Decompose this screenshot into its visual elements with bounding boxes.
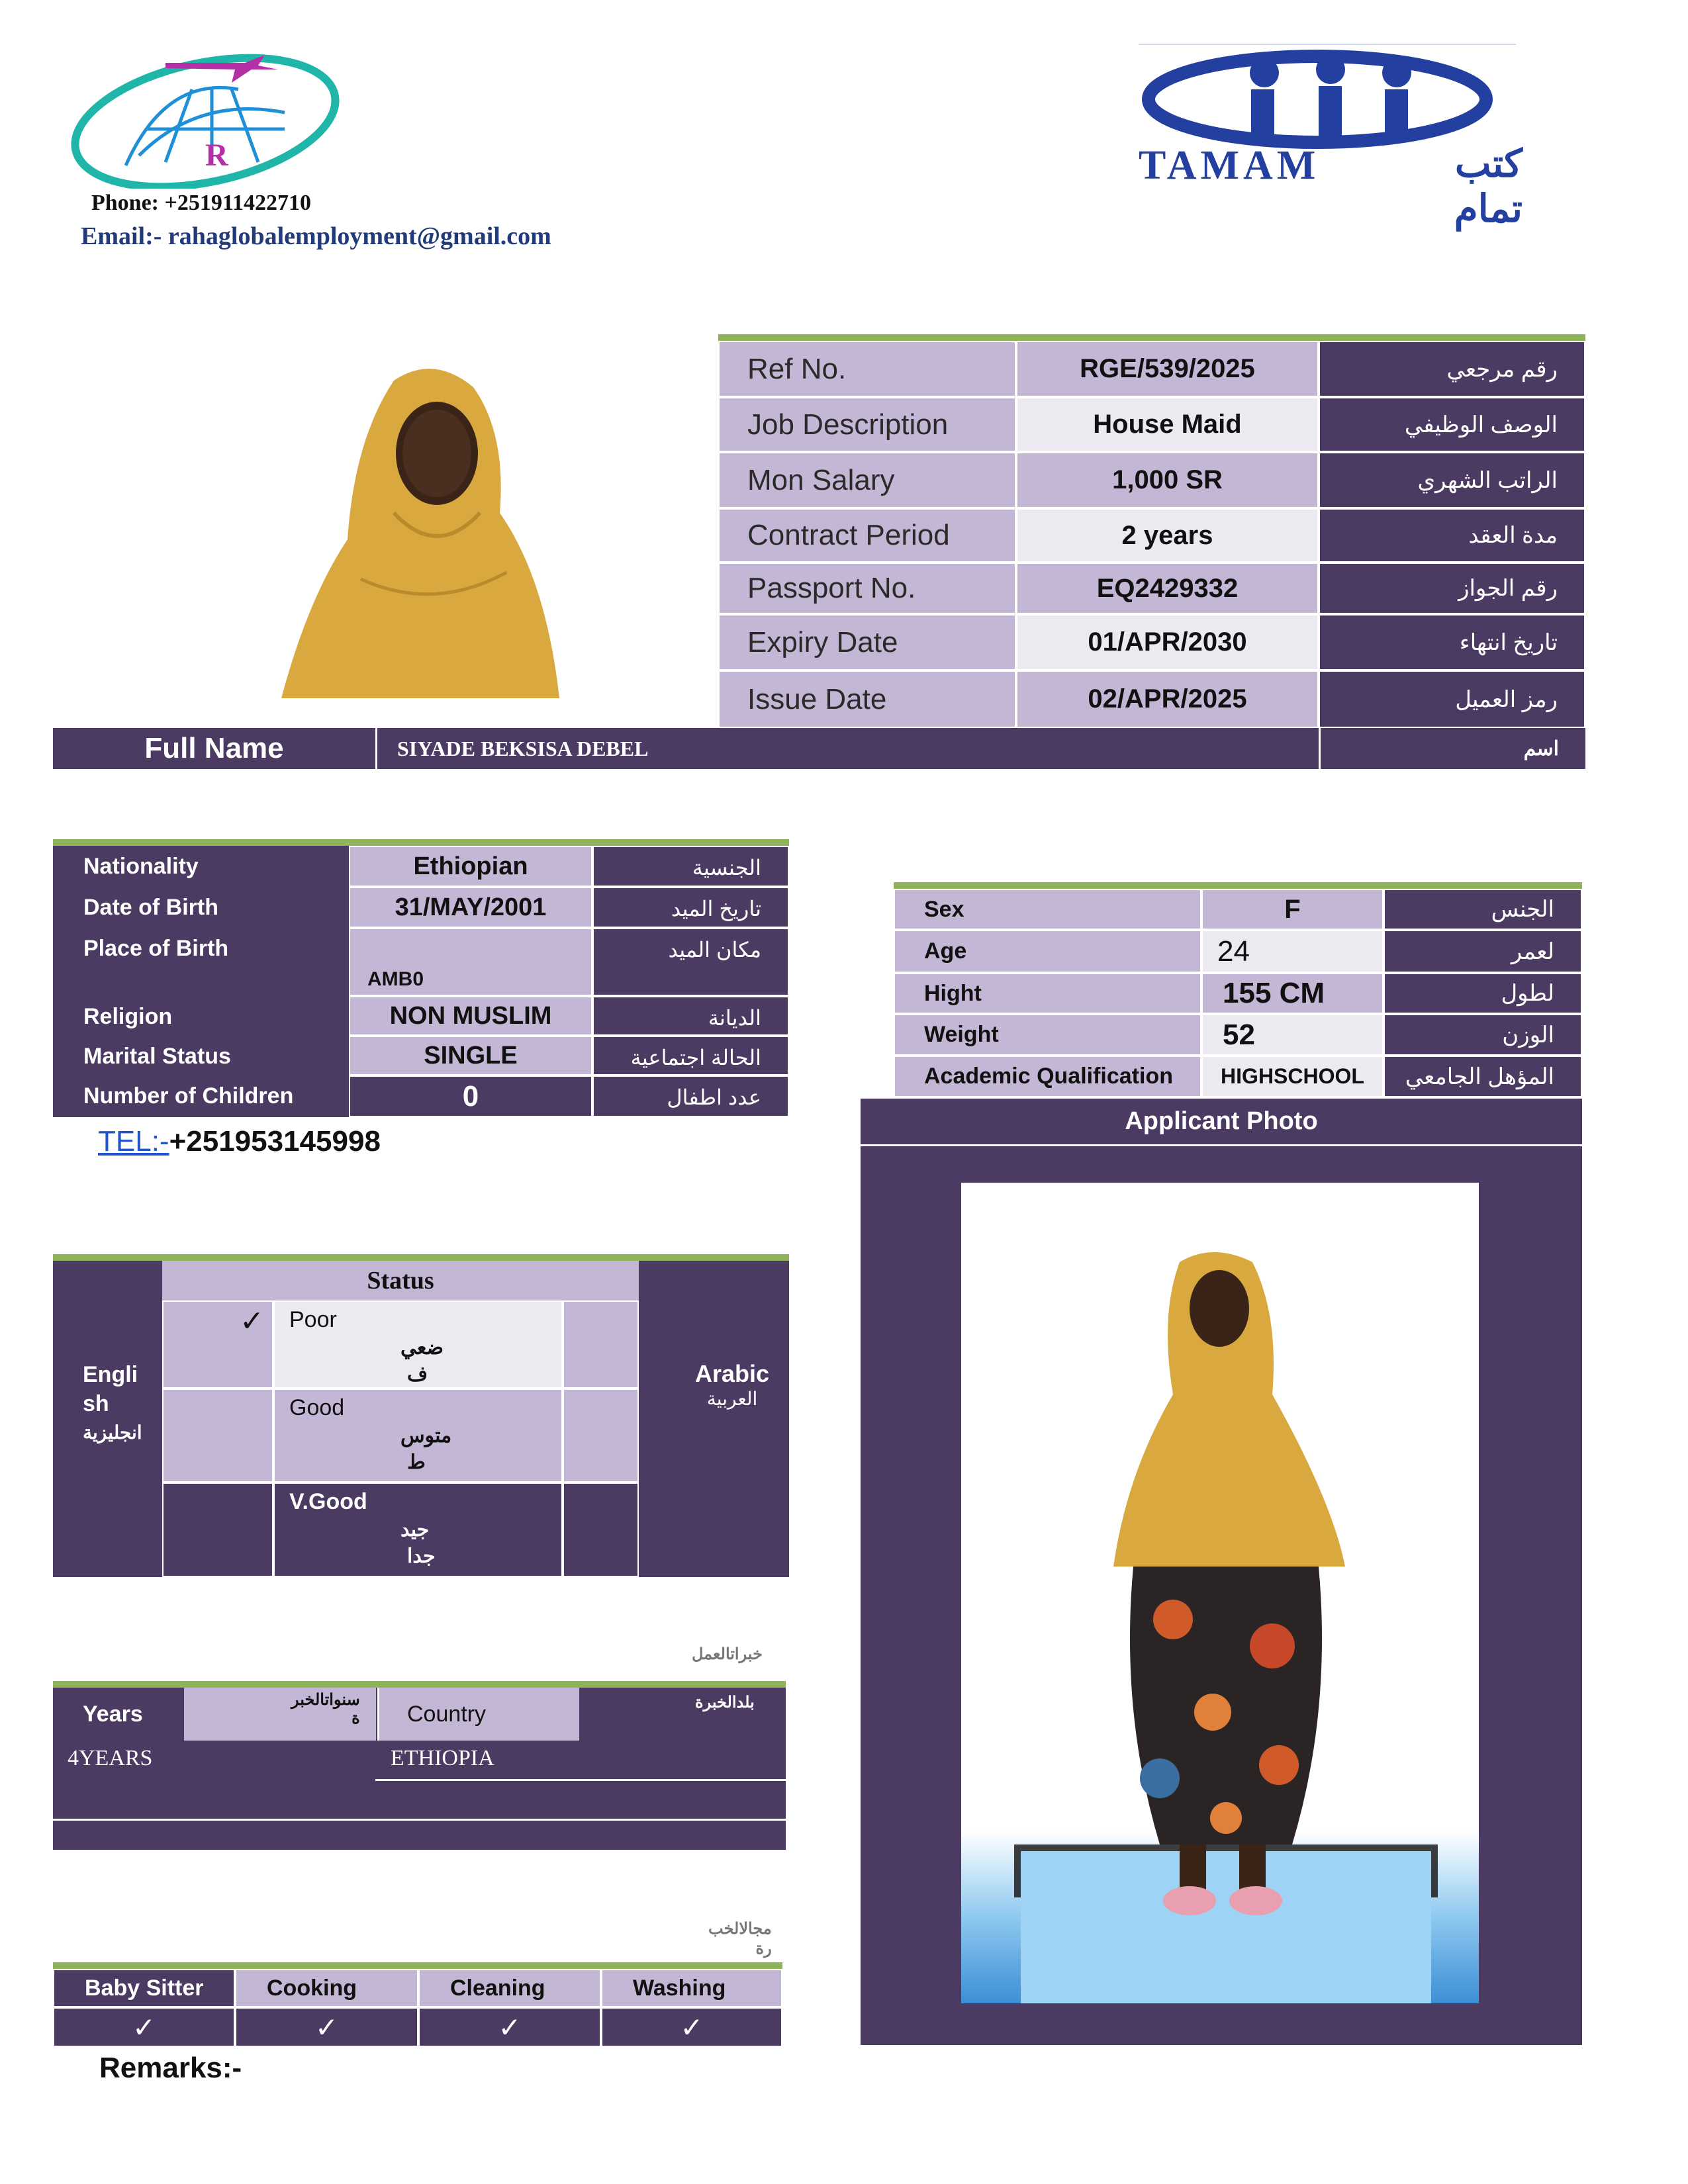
info-label: Contract Period — [718, 508, 1016, 563]
language-level-ar-2: جدا — [407, 1545, 436, 1567]
physical-arabic: الجنس — [1383, 889, 1582, 930]
tel-line — [98, 1125, 381, 1158]
language-level-check[interactable] — [162, 1388, 273, 1482]
physical-arabic: الوزن — [1383, 1014, 1582, 1056]
language-english-label — [83, 1360, 142, 1447]
physical-label: Hight — [894, 973, 1201, 1014]
head-photo — [281, 361, 576, 698]
info-arabic: الراتب الشهري — [1319, 452, 1585, 508]
language-level-ar-1: ضعي — [400, 1337, 444, 1359]
physical-value: F — [1201, 889, 1383, 930]
personal-arabic: الجنسية — [592, 846, 789, 887]
language-level-cell — [273, 1388, 563, 1482]
physical-arabic: لعمر — [1383, 930, 1582, 973]
info-value: EQ2429332 — [1016, 563, 1319, 614]
info-arabic: رقم مرجعي — [1319, 341, 1585, 397]
experience-years-label-arabic — [291, 1691, 360, 1728]
language-level-check[interactable] — [162, 1482, 273, 1577]
language-level-arabic-check[interactable] — [563, 1482, 639, 1577]
info-arabic: تاريخ انتهاء — [1319, 614, 1585, 670]
personal-arabic: الديانة — [592, 996, 789, 1036]
partner-logo-text: TAMAM — [1139, 143, 1320, 188]
physical-value: HIGHSCHOOL — [1201, 1056, 1383, 1097]
partner-logo — [1139, 43, 1523, 230]
personal-label: Date of Birth — [53, 887, 349, 928]
tel-number: +251953145998 — [169, 1125, 381, 1158]
language-level-ar-2: ط — [407, 1451, 426, 1473]
info-label: Ref No. — [718, 341, 1016, 397]
personal-arabic: مكان الميد — [592, 928, 789, 996]
skill-label: Cleaning — [418, 1969, 601, 2007]
info-value: 02/APR/2025 — [1016, 670, 1319, 728]
personal-arabic: الحالة اجتماعية — [592, 1036, 789, 1075]
experience-title-arabic: خبراتالعمل — [692, 1645, 763, 1663]
arabic-label-en: Arabic — [695, 1360, 770, 1387]
language-level-ar-2: ف — [407, 1363, 428, 1385]
language-level-cell — [273, 1482, 563, 1577]
skill-check[interactable]: ✓ — [235, 2007, 418, 2047]
info-arabic: مدة العقد — [1319, 508, 1585, 563]
info-label: Passport No. — [718, 563, 1016, 614]
partner-logo-arabic: كتب تمام — [1454, 142, 1523, 230]
language-level-cell — [273, 1300, 563, 1388]
experience-country-value: ETHIOPIA — [391, 1746, 494, 1770]
full-name-label: Full Name — [53, 728, 375, 769]
agency-phone: Phone: +251911422710 — [91, 191, 311, 215]
physical-value: 155 CM — [1201, 973, 1383, 1014]
info-value: 1,000 SR — [1016, 452, 1319, 508]
language-level-check[interactable]: ✓ — [162, 1300, 273, 1388]
full-name-arabic: اسم — [1319, 728, 1585, 769]
agency-logo-letter: R — [205, 138, 228, 173]
info-arabic: رمز العميل — [1319, 670, 1585, 728]
personal-value: Ethiopian — [349, 846, 592, 887]
applicant-photo-label: Applicant Photo — [861, 1099, 1582, 1146]
personal-value: 31/MAY/2001 — [349, 887, 592, 928]
english-label-arabic: انجليزية — [83, 1422, 142, 1443]
personal-value: 0 — [349, 1075, 592, 1117]
applicant-full-photo — [961, 1183, 1479, 2003]
personal-value: AMB0 — [349, 928, 592, 996]
personal-value: SINGLE — [349, 1036, 592, 1075]
language-arabic-label — [695, 1360, 769, 1410]
personal-label: Religion — [53, 996, 349, 1036]
language-level-en: Good — [289, 1395, 345, 1420]
skill-check[interactable]: ✓ — [601, 2007, 782, 2047]
tel-link[interactable]: TEL:- — [98, 1125, 169, 1158]
experience-country-label: Country — [377, 1688, 579, 1741]
physical-label: Age — [894, 930, 1201, 973]
personal-label: Number of Children — [53, 1075, 349, 1117]
skills-title-ar-1: مجالالخب — [708, 1920, 772, 1938]
language-level-ar-1: جيد — [400, 1519, 430, 1541]
skill-label: Washing — [601, 1969, 782, 2007]
language-status-header: Status — [162, 1261, 639, 1300]
remarks-label: Remarks:- — [99, 2052, 242, 2084]
personal-arabic: تاريخ الميد — [592, 887, 789, 928]
physical-value: 52 — [1201, 1014, 1383, 1056]
physical-value: 24 — [1201, 930, 1383, 973]
personal-value: NON MUSLIM — [349, 996, 592, 1036]
arabic-label-ar: العربية — [706, 1388, 758, 1409]
language-level-arabic-check[interactable] — [563, 1300, 639, 1388]
skill-label: Baby Sitter — [53, 1969, 235, 2007]
language-level-en: Poor — [289, 1307, 337, 1332]
language-level-arabic-check[interactable] — [563, 1388, 639, 1482]
skill-check[interactable]: ✓ — [53, 2007, 235, 2047]
skills-title-arabic — [708, 1919, 772, 1959]
physical-label: Academic Qualification — [894, 1056, 1201, 1097]
personal-label: Marital Status — [53, 1036, 349, 1075]
info-label: Mon Salary — [718, 452, 1016, 508]
personal-arabic: عدد اطفال — [592, 1075, 789, 1117]
years-label-ar-1: سنواتالخبر — [291, 1691, 360, 1709]
language-level-en: V.Good — [289, 1489, 367, 1514]
skill-check[interactable]: ✓ — [418, 2007, 601, 2047]
physical-arabic: المؤهل الجامعي — [1383, 1056, 1582, 1097]
info-value: 01/APR/2030 — [1016, 614, 1319, 670]
personal-label: Nationality — [53, 846, 349, 887]
info-label: Job Description — [718, 397, 1016, 452]
years-label-ar-2: ة — [352, 1709, 360, 1727]
info-label: Expiry Date — [718, 614, 1016, 670]
english-label-line-1: Engli — [83, 1362, 138, 1387]
info-value: RGE/539/2025 — [1016, 341, 1319, 397]
skills-title-ar-2: رة — [755, 1940, 772, 1958]
info-value: House Maid — [1016, 397, 1319, 452]
agency-logo — [66, 50, 364, 189]
agency-email: Email:- rahaglobalemployment@gmail.com — [81, 222, 551, 250]
english-label-line-2: sh — [83, 1391, 109, 1416]
info-arabic: الوصف الوظيفي — [1319, 397, 1585, 452]
skill-label: Cooking — [235, 1969, 418, 2007]
info-arabic: رقم الجواز — [1319, 563, 1585, 614]
physical-label: Weight — [894, 1014, 1201, 1056]
language-level-ar-1: متوس — [400, 1425, 452, 1447]
physical-label: Sex — [894, 889, 1201, 930]
physical-arabic: لطول — [1383, 973, 1582, 1014]
experience-years-label: Years — [83, 1701, 143, 1727]
full-name-value: SIYADE BEKSISA DEBEL — [375, 728, 1319, 769]
experience-years-value: 4YEARS — [68, 1746, 153, 1770]
personal-label: Place of Birth — [53, 928, 349, 996]
experience-country-label-arabic: بلدالخبرة — [695, 1694, 755, 1711]
info-value: 2 years — [1016, 508, 1319, 563]
info-label: Issue Date — [718, 670, 1016, 728]
